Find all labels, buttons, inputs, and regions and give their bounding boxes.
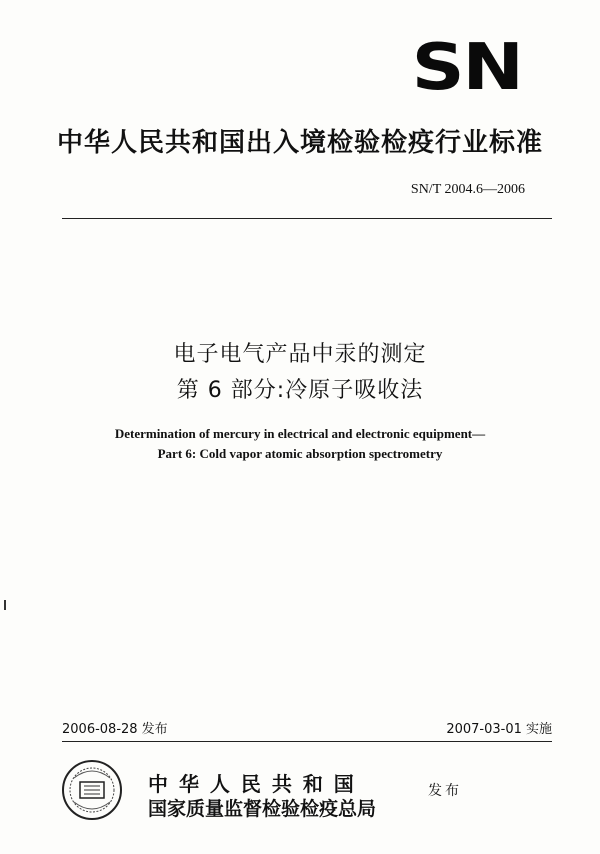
title-en-line1: Determination of mercury in electrical and electronic equipment— [114,426,486,441]
sn-logo: SN [411,31,522,105]
standard-number: SN/T 2004.6—2006 [410,182,525,197]
title-cn-line1: 电子电气产品中汞的测定 [173,342,427,367]
title-en-line2: Part 6: Cold vapor atomic absorption spectrometry [157,446,443,461]
title-cn-line2: 第 6 部分:冷原子吸收法 [176,378,424,403]
issue-date: 2006-08-28 发布 [62,722,168,737]
issuer-country: 中 华 人 民 共 和 国 [148,772,356,796]
footer-divider [62,741,552,742]
standard-category: 中华人民共和国出入境检验检疫行业标准 [56,128,543,158]
header-divider [62,218,552,219]
scan-mark [4,600,6,610]
issuer-agency: 国家质量监督检验检疫总局 [148,798,377,820]
implementation-date: 2007-03-01 实施 [446,722,552,737]
publish-label: 发布 [428,783,462,799]
aqsiq-seal-icon [60,758,124,822]
